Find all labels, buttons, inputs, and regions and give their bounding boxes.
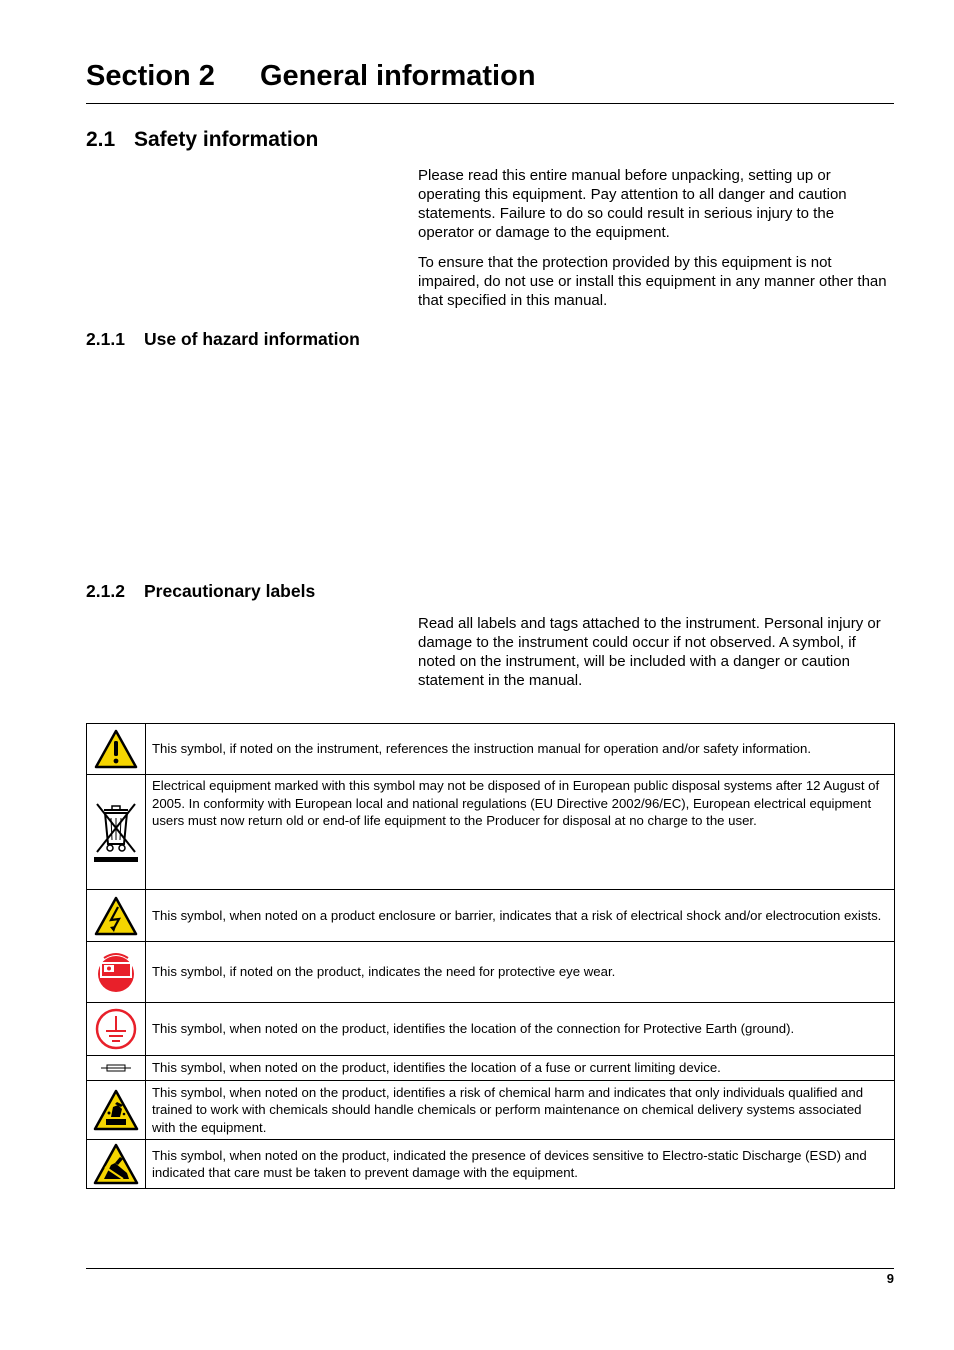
table-row — [87, 775, 895, 890]
symbol-description: Electrical equipment marked with this symbol may not be disposed of in European public disposal systems after 12 August of 2005. In conformity with European local and national regulations (EU Directive 2002/96/EC), European electrical equipment users must now return old or end-of life equipment to the Producer for disposal at no charge to the user. — [146, 775, 895, 890]
section-number: Section 2 — [86, 60, 215, 92]
symbol-cell — [87, 942, 146, 1003]
table-row — [87, 1056, 895, 1081]
warning-triangle-icon — [94, 729, 138, 769]
symbol-cell — [87, 775, 146, 890]
chemical-hazard-icon — [93, 1089, 139, 1131]
heading-precautionary-labels — [86, 581, 315, 602]
symbol-description: This symbol, when noted on a product enclosure or barrier, indicates that a risk of electrical shock and/or electrocution exists. — [146, 890, 895, 942]
heading-text: Precautionary labels — [144, 581, 316, 601]
symbol-cell — [87, 890, 146, 942]
section-title — [86, 60, 536, 93]
symbol-cell — [87, 1081, 146, 1140]
table-row — [87, 890, 895, 942]
symbol-description: This symbol, when noted on the product, indicated the presence of devices sensitive to Electro-static Discharge (ESD) and indicated that care must be taken to prevent damage with the equipment. — [146, 1140, 895, 1189]
heading-text: Safety information — [134, 128, 319, 151]
protective-earth-icon — [94, 1007, 138, 1051]
title-divider — [86, 103, 894, 104]
page-number: 9 — [886, 1271, 894, 1286]
crossed-wheelie-bin-icon — [91, 800, 141, 864]
symbol-description: This symbol, when noted on the product, identifies the location of a fuse or current limiting device. — [146, 1056, 895, 1081]
eye-protection-icon — [96, 948, 136, 996]
symbol-description: This symbol, when noted on the product, identifies the location of the connection for Protective Earth (ground). — [146, 1003, 895, 1056]
heading-number: 2.1.2 — [86, 581, 125, 601]
heading-text: Use of hazard information — [144, 329, 360, 349]
symbol-table — [86, 723, 895, 1189]
heading-safety-information — [86, 128, 318, 152]
safety-paragraph-2: To ensure that the protection provided by this equipment is not impaired, do not use or install this equipment in any manner other than that specified in this manual. — [418, 254, 887, 309]
heading-number: 2.1 — [86, 128, 116, 151]
section-title-text: General information — [260, 60, 536, 92]
symbol-description: This symbol, if noted on the instrument, references the instruction manual for operation and/or safety information. — [146, 724, 895, 775]
table-row — [87, 1140, 895, 1189]
table-row — [87, 1003, 895, 1056]
symbol-cell — [87, 1056, 146, 1081]
footer-divider — [86, 1268, 894, 1269]
esd-icon — [93, 1143, 139, 1185]
heading-number: 2.1.1 — [86, 329, 125, 349]
symbol-cell — [87, 724, 146, 775]
table-row — [87, 1081, 895, 1140]
safety-paragraph-1: Please read this entire manual before unpacking, setting up or operating this equipment. Pay attention to all danger and caution statements. Failure to do so could result in serious injury to the operator or damage to the equipment. — [418, 167, 847, 241]
symbol-cell — [87, 1003, 146, 1056]
heading-use-of-hazard-information — [86, 329, 360, 350]
table-row — [87, 942, 895, 1003]
precautionary-paragraph: Read all labels and tags attached to the instrument. Personal injury or damage to the instrument could occur if not observed. A symbol, if noted on the instrument, will be included with a danger or caution statement in the manual. — [418, 615, 881, 689]
electrical-shock-icon — [94, 896, 138, 936]
table-row — [87, 724, 895, 775]
symbol-description: This symbol, if noted on the product, indicates the need for protective eye wear. — [146, 942, 895, 1003]
symbol-cell — [87, 1140, 146, 1189]
fuse-icon — [101, 1063, 131, 1073]
symbol-description: This symbol, when noted on the product, identifies a risk of chemical harm and indicates that only individuals qualified and trained to work with chemicals should handle chemicals or perform maintenance on chemical delivery systems associated with the equipment. — [146, 1081, 895, 1140]
